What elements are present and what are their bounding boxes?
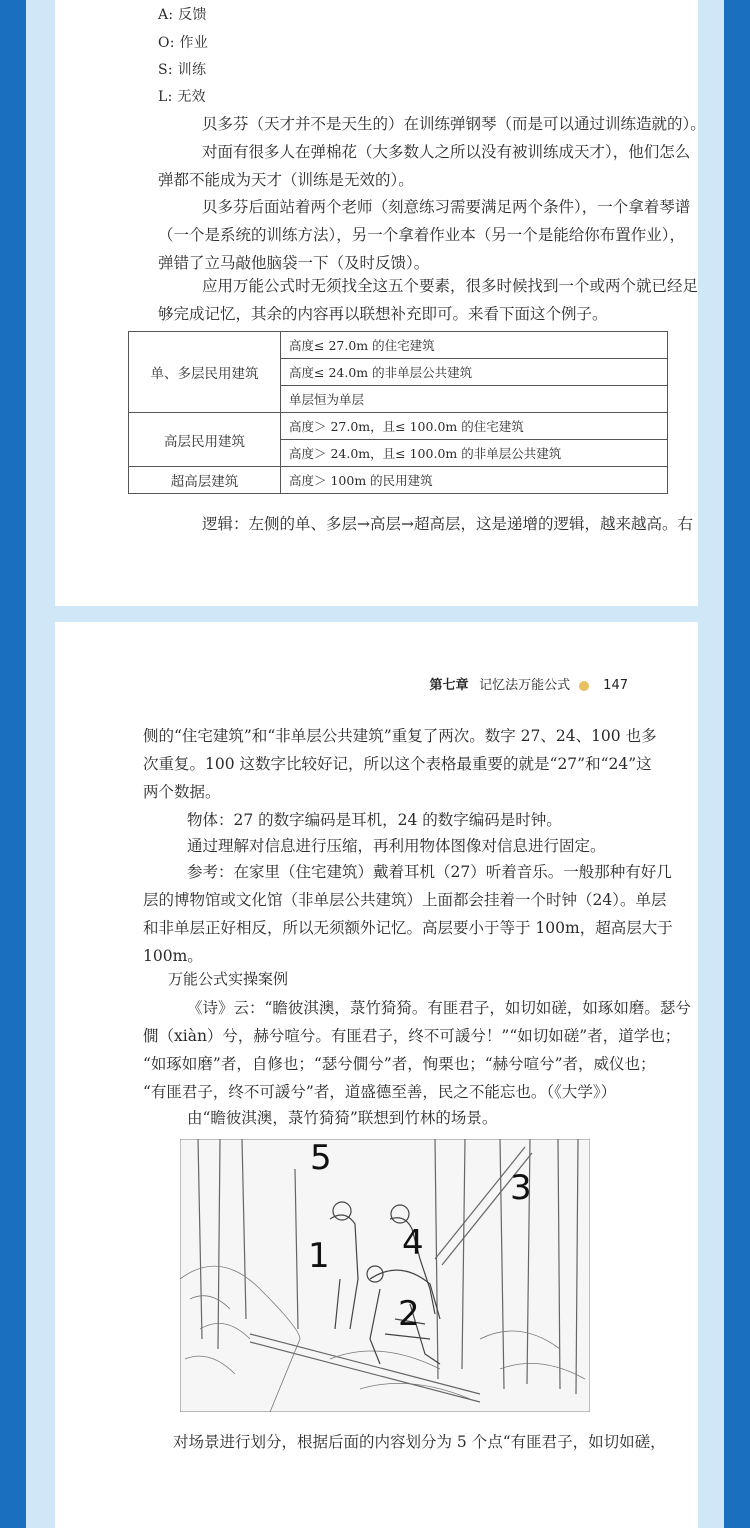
paragraph-cotton: [158, 138, 691, 194]
paragraph-bamboo: [143, 1104, 663, 1132]
table-category: 单、多层民用建筑: [129, 332, 281, 413]
table-category: 高层民用建筑: [129, 413, 281, 467]
text-line: 侧的“住宅建筑”和“非单层公共建筑”重复了两次。数字 27、24、100 也多: [143, 727, 657, 745]
text-line: 通过理解对信息进行压缩，再利用物体图像对信息进行固定。: [187, 837, 606, 855]
text-line: 对面有很多人在弹棉花（大多数人之所以没有被训练成天才），他们怎么: [202, 143, 691, 161]
text-line: 贝多芬（天才并不是天生的）在训练弹钢琴（而是可以通过训练造就的）。: [202, 115, 706, 133]
table-row: [129, 467, 668, 494]
text-line: 和非单层正好相反，所以无须额外记忆。高层要小于等于 100m，超高层大于: [143, 919, 673, 937]
table-cell: 高度＞ 27.0m，且≤ 100.0m 的住宅建筑: [281, 413, 668, 440]
text-line: 次重复。100 这数字比较好记，所以这个表格最重要的就是“27”和“24”这: [143, 755, 652, 773]
table-cell: 高度＞ 24.0m，且≤ 100.0m 的非单层公共建筑: [281, 440, 668, 467]
table-cell: 高度≤ 27.0m 的住宅建筑: [281, 332, 668, 359]
bulb-icon: [579, 681, 589, 691]
bamboo-forest-sketch: [180, 1139, 590, 1412]
bottom-book-page: [55, 622, 698, 1528]
list-item-l: L: 无效: [158, 89, 206, 105]
text-line: 应用万能公式时无须找全这五个要素，很多时候找到一个或两个就已经足: [202, 277, 699, 295]
section-title: 万能公式实操案例: [168, 970, 289, 988]
building-table: [128, 331, 668, 494]
text-line: 由“瞻彼淇澳，菉竹猗猗”联想到竹林的场景。: [187, 1109, 498, 1127]
text-line: 僩（xiàn）兮，赫兮喧兮。有匪君子，终不可諼兮！”“如切如磋”者，道学也；: [143, 1027, 681, 1045]
paragraph-compress: [143, 832, 663, 860]
paragraph-reference: [143, 858, 673, 970]
table-row: [129, 413, 668, 440]
text-line: 物体：27 的数字编码是耳机，24 的数字编码是时钟。: [187, 811, 562, 829]
text-line: 贝多芬后面站着两个老师（刻意练习需要满足两个条件），一个拿着琴谱: [202, 198, 691, 216]
image-number: 3: [510, 1168, 532, 1208]
paragraph-objects: [143, 806, 663, 834]
image-number: 1: [308, 1236, 330, 1276]
table-cell: 单层恒为单层: [281, 386, 668, 413]
paragraph-logic: [158, 510, 693, 538]
text-line: “有匪君子，终不可諼兮”者，道盛德至善，民之不能忘也。（《大学》）: [143, 1083, 617, 1101]
image-number: 2: [398, 1294, 420, 1334]
image-number: 5: [310, 1139, 332, 1178]
list-item-s: S: 训练: [158, 62, 207, 78]
text-line: 对场景进行划分，根据后面的内容划分为 5 个点“有匪君子，如切如磋，: [173, 1433, 666, 1451]
table-cell: 高度＞ 100m 的民用建筑: [281, 467, 668, 494]
page-number: 147: [603, 678, 628, 693]
text-line: 层的博物馆或文化馆（非单层公共建筑）上面都会挂着一个时钟（24）。单层: [143, 891, 667, 909]
page-header: [430, 674, 628, 693]
chapter-title: 记忆法万能公式: [479, 678, 571, 693]
table-row: [129, 332, 668, 359]
text-line: 逻辑：左侧的单、多层→高层→超高层，这是递增的逻辑，越来越高。右: [202, 515, 693, 533]
top-book-page: [55, 0, 706, 606]
text-line: （一个是系统的训练方法），另一个拿着作业本（另一个是能给你布置作业），: [158, 226, 686, 244]
paragraph-formula: [158, 272, 699, 328]
chapter-label: 第七章: [429, 678, 469, 693]
paragraph-teachers: [158, 193, 691, 277]
table-cell: 高度≤ 24.0m 的非单层公共建筑: [281, 359, 668, 386]
poem-quote: [143, 994, 691, 1106]
text-line: “如琢如磨”者，自修也；“瑟兮僩兮”者，恂栗也；“赫兮喧兮”者，威仪也；: [143, 1055, 656, 1073]
image-number: 4: [402, 1223, 424, 1263]
text-line: 够完成记忆，其余的内容再以联想补充即可。来看下面这个例子。: [158, 305, 608, 323]
text-line: 《诗》云：“瞻彼淇澳，菉竹猗猗。有匪君子，如切如磋，如琢如磨。瑟兮: [187, 999, 691, 1017]
list-item-o: O: 作业: [158, 35, 209, 51]
text-line: 100m。: [143, 947, 203, 965]
list-item-a: A: 反馈: [158, 7, 207, 23]
text-line: 弹都不能成为天才（训练是无效的）。: [158, 171, 414, 189]
text-line: 弹错了立马敲他脑袋一下（及时反馈）。: [158, 254, 430, 272]
text-line: 参考：在家里（住宅建筑）戴着耳机（27）听着音乐。一般那种有好几: [187, 863, 672, 881]
paragraph-beethoven: [158, 110, 706, 138]
paragraph-division: [173, 1428, 693, 1456]
table-category: 超高层建筑: [129, 467, 281, 494]
text-line: 两个数据。: [143, 783, 221, 801]
paragraph-repeat: [143, 722, 663, 806]
